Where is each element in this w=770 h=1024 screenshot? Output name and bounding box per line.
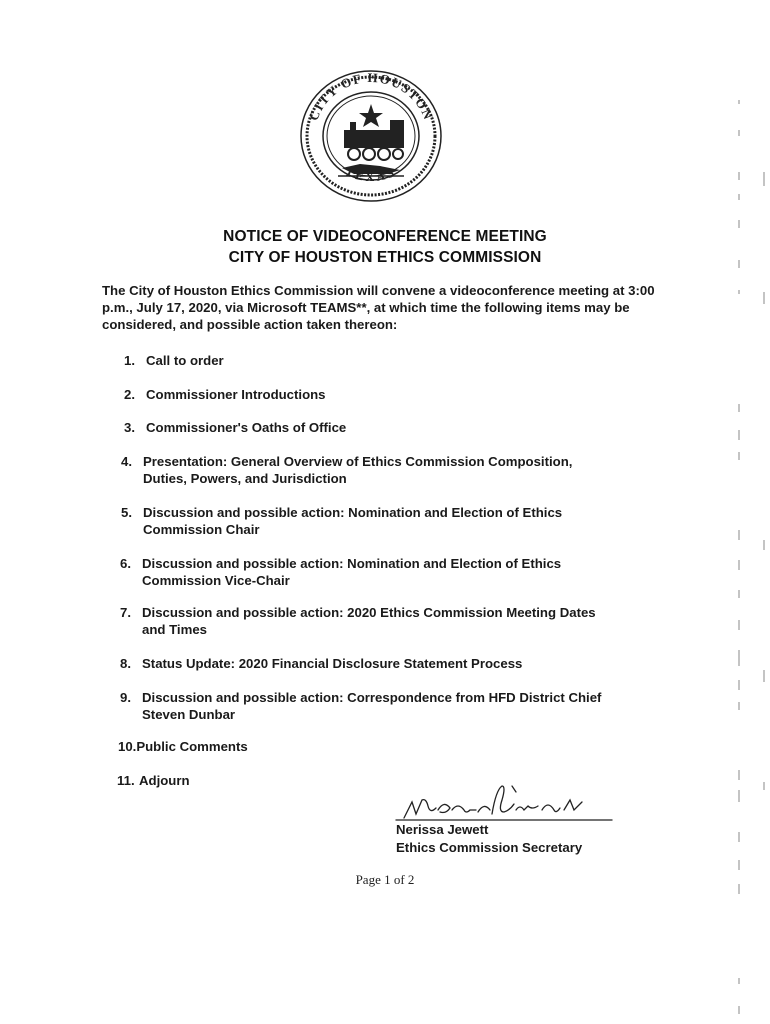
agenda-item-number: 3.	[124, 420, 135, 435]
agenda-item-text: Commissioner's Oaths of Office	[146, 420, 347, 435]
signatory-role: Ethics Commission Secretary	[396, 840, 583, 855]
signatory-name: Nerissa Jewett	[396, 822, 489, 837]
agenda-item-text: Presentation: General Overview of Ethics Commission Composition, Duties, Powers, and Jurisdiction	[143, 454, 573, 486]
scan-margin-artifacts	[730, 90, 770, 1020]
agenda-item-text: Status Update: 2020 Financial Disclosure Statement Process	[142, 656, 523, 671]
agenda-item-text: 10.Public Comments	[118, 739, 248, 754]
intro-paragraph: The City of Houston Ethics Commission will convene a videoconference meeting at 3:00 p.m., July 17, 2020, via Microsoft TEAMS**, at which time the following items may be considered, and possible action taken thereon:	[102, 283, 655, 332]
agenda-item-number: 2.	[124, 387, 135, 402]
seal-top-text: CITY OF HOUSTON	[305, 69, 437, 123]
agenda-item-number: 1.	[124, 353, 135, 368]
handwritten-signature	[392, 780, 618, 828]
agenda-item-text: Discussion and possible action: Nomination and Election of Ethics Commission Vice-Chair	[142, 556, 562, 588]
agenda-item-text: Call to order	[146, 353, 224, 368]
agenda-item-number: 5.	[121, 505, 132, 520]
agenda-item-text: Discussion and possible action: Correspondence from HFD District Chief Steven Dunbar	[142, 690, 602, 722]
page-number: Page 1 of 2	[355, 872, 415, 887]
agenda-item-number: 11.	[117, 773, 135, 788]
agenda-item-number: 9.	[120, 690, 131, 705]
agenda-item-number: 4.	[121, 454, 132, 469]
city-of-houston-seal	[298, 68, 444, 204]
document-title	[0, 226, 770, 268]
agenda-item-text: Commissioner Introductions	[146, 387, 326, 402]
title-line-2: CITY OF HOUSTON ETHICS COMMISSION	[228, 249, 542, 266]
agenda-item-number: 8.	[120, 656, 131, 671]
agenda-item-text: Discussion and possible action: Nomination and Election of Ethics Commission Chair	[143, 505, 563, 537]
seal-bottom-text: TEXAS	[343, 164, 399, 185]
agenda-item-text: Discussion and possible action: 2020 Ethics Commission Meeting Dates and Times	[142, 605, 596, 637]
title-line-1: NOTICE OF VIDEOCONFERENCE MEETING	[223, 228, 547, 245]
agenda-item-text: Adjourn	[139, 773, 190, 788]
agenda-item-number: 7.	[120, 605, 131, 620]
agenda-item-number: 6.	[120, 556, 131, 571]
